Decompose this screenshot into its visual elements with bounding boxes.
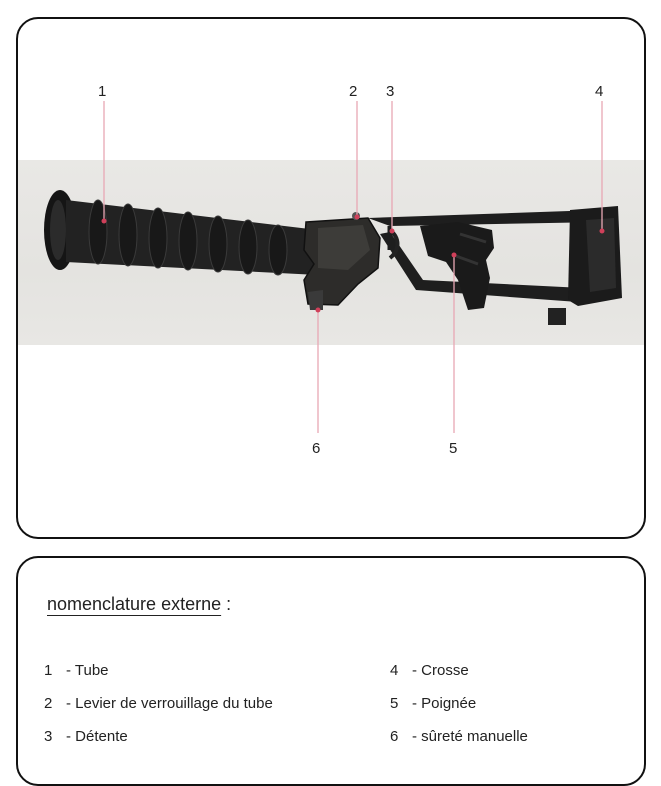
legend-item-number: 2 — [44, 695, 53, 712]
callout-3: 3 — [386, 83, 395, 100]
legend-item-label: - Poignée — [412, 695, 477, 712]
legend-title — [47, 594, 231, 615]
legend-item-label: - sûreté manuelle — [412, 728, 528, 745]
legend-item-5 — [390, 695, 476, 712]
callout-5: 5 — [449, 440, 458, 457]
legend-item-label: - Crosse — [412, 662, 469, 679]
legend-item-4 — [390, 662, 469, 679]
legend-item-3 — [44, 728, 128, 745]
legend-item-label: - Tube — [66, 662, 109, 679]
legend-title-suffix: : — [221, 594, 232, 614]
legend-item-1 — [44, 662, 109, 679]
legend-item-number: 1 — [44, 662, 53, 679]
leader-dot-6 — [316, 308, 321, 313]
legend-item-number: 3 — [44, 728, 53, 745]
legend-title-text: nomenclature externe — [47, 594, 222, 614]
callout-2: 2 — [349, 83, 358, 100]
legend-panel — [16, 556, 646, 786]
legend-item-number: 4 — [390, 662, 399, 679]
callout-6: 6 — [312, 440, 321, 457]
leader-dot-3 — [390, 229, 395, 234]
legend-item-number: 6 — [390, 728, 399, 745]
callout-1: 1 — [98, 83, 107, 100]
leader-dot-4 — [600, 229, 605, 234]
figure-panel — [16, 17, 646, 539]
leader-dot-5 — [452, 253, 457, 258]
legend-item-2 — [44, 695, 273, 712]
callout-4: 4 — [595, 83, 604, 100]
legend-item-number: 5 — [390, 695, 399, 712]
legend-item-label: - Détente — [66, 728, 128, 745]
legend-item-label: - Levier de verrouillage du tube — [66, 695, 273, 712]
leader-dot-1 — [102, 219, 107, 224]
legend-item-6 — [390, 728, 528, 745]
leader-dot-2 — [355, 215, 360, 220]
leader-lines — [18, 19, 644, 537]
